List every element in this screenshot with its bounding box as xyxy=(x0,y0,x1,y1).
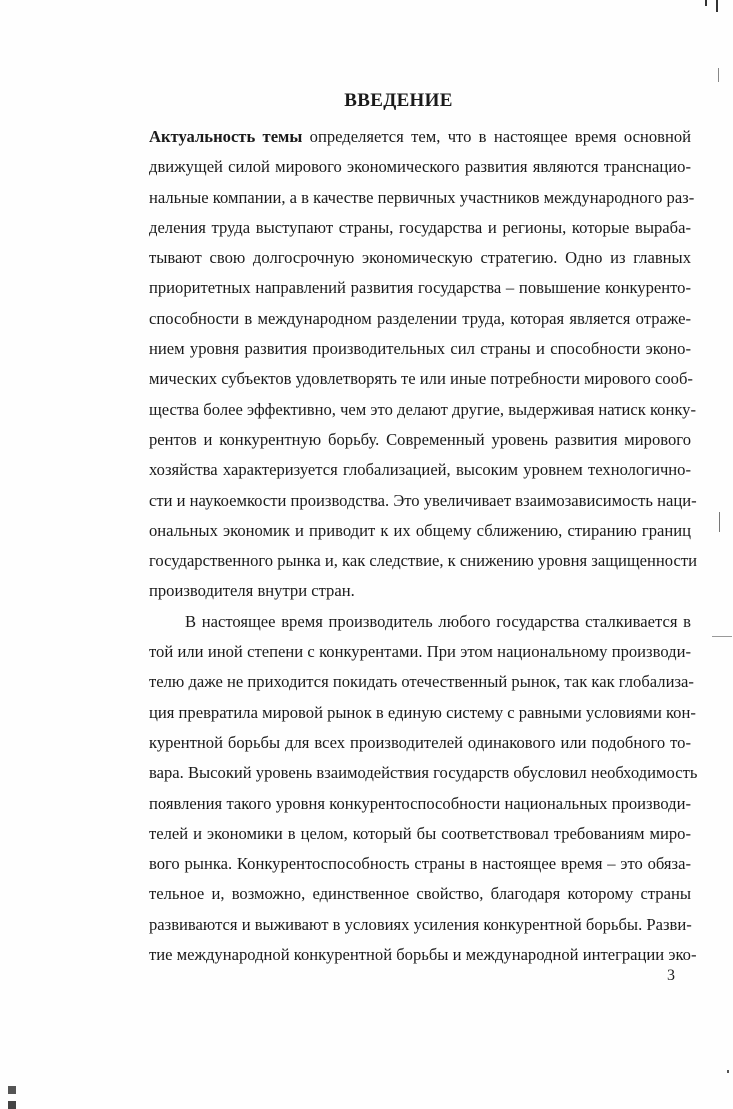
paragraph-lead-bold: Актуальность темы xyxy=(149,127,303,146)
text-line: развиваются и выживают в условиях усиления конкурентной борьбы. Разви- xyxy=(149,914,692,934)
text-line: рентов и конкурентную борьбу. Современный уровень развития мирового xyxy=(149,429,691,449)
text-line: вого рынка. Конкурентоспособность страны в настоящее время – это обяза- xyxy=(149,854,691,874)
text-line: способности в международном разделении труда, которая является отраже- xyxy=(149,308,691,328)
text-line: тие международной конкурентной борьбы и международной интеграции эко- xyxy=(149,945,697,965)
scan-speck xyxy=(727,1070,729,1073)
page-number: 3 xyxy=(667,967,675,984)
scan-speck xyxy=(8,1101,16,1109)
text-line: В настоящее время производитель любого государства сталкивается в xyxy=(185,611,691,631)
document-body xyxy=(113,122,698,970)
text-line: мических субъектов удовлетворять те или иные потребности мирового сооб- xyxy=(149,369,693,389)
scan-speck xyxy=(712,636,732,637)
text-line: ция превратила мировой рынок в единую систему с равными условиями кон- xyxy=(149,702,696,722)
text-line: ональных экономик и приводит к их общему сближению, стиранию границ xyxy=(149,520,691,540)
text-line: тельное и, возможно, единственное свойство, благодаря которому страны xyxy=(149,884,691,904)
scan-speck xyxy=(719,512,720,532)
paragraph-1 xyxy=(113,122,697,607)
text-line: курентной борьбы для всех производителей одинакового или подобного то- xyxy=(149,732,691,752)
text-line-content: определяется тем, что в настоящее время основной xyxy=(302,127,692,146)
text-line: хозяйства характеризуется глобализацией, высоким уровнем технологично- xyxy=(149,460,691,480)
text-line: нием уровня развития производительных сил страны и способности эконо- xyxy=(149,339,691,359)
text-line: приоритетных направлений развития государства – повышение конкуренто- xyxy=(149,278,691,298)
text-line: нальные компании, а в качестве первичных участников международного раз- xyxy=(149,187,695,207)
text-line xyxy=(113,122,691,152)
text-line: движущей силой мирового экономического развития являются транснацио- xyxy=(149,157,691,177)
page-title: ВВЕДЕНИЕ xyxy=(344,90,453,111)
text-line: телю даже не приходится покидать отечественный рынок, так как глобализа- xyxy=(149,672,694,692)
text-line: той или иной степени с конкурентами. При этом национальному производи- xyxy=(149,642,691,662)
text-line: тывают свою долгосрочную экономическую стратегию. Одно из главных xyxy=(149,248,691,268)
paragraph-2 xyxy=(113,607,698,971)
text-line: щества более эффективно, чем это делают другие, выдерживая натиск конку- xyxy=(149,399,696,419)
text-line: деления труда выступают страны, государства и регионы, которые выраба- xyxy=(149,217,691,237)
scan-speck xyxy=(716,0,718,12)
text-line: государственного рынка и, как следствие, к снижению уровня защищенности xyxy=(149,551,697,571)
text-line: производителя внутри стран. xyxy=(149,581,355,601)
scan-speck xyxy=(718,68,719,82)
text-line: телей и экономики в целом, который бы соответствовал требованиям миро- xyxy=(149,823,691,843)
scan-speck xyxy=(8,1086,16,1094)
text-line: сти и наукоемкости производства. Это увеличивает взаимозависимость наци- xyxy=(149,490,697,510)
text-line: появления такого уровня конкурентоспособности национальных производи- xyxy=(149,793,691,813)
text-line: вара. Высокий уровень взаимодействия государств обусловил необходимость xyxy=(149,763,698,783)
scan-speck xyxy=(705,0,707,6)
